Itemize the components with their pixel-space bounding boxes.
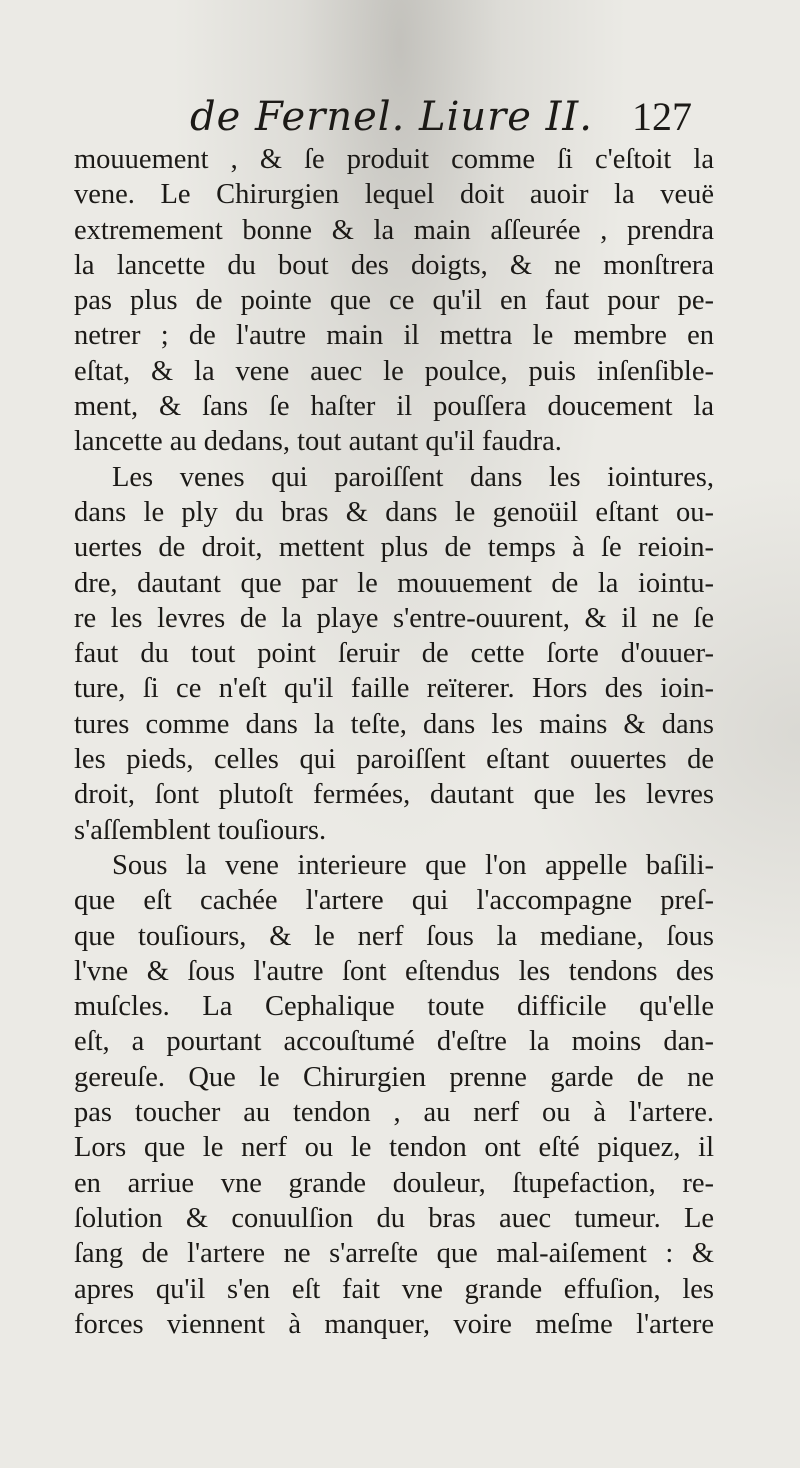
- text-line: lancette au dedans, tout autant qu'il faudra.: [74, 426, 562, 458]
- text-line: eſt, a pourtant accouſtumé d'eſtre la moins dan-: [74, 1026, 714, 1058]
- page-header: [0, 92, 800, 142]
- text-line: faut du tout point ſeruir de cette ſorte d'ouuer-: [74, 638, 714, 670]
- text-line: s'aſſemblent touſiours.: [74, 814, 327, 846]
- paragraph-3: [74, 848, 714, 1342]
- text-line: eſtat, & la vene auec le poulce, puis inſenſible-: [74, 355, 714, 387]
- running-title: de Fernel. Liure II.: [190, 94, 593, 140]
- text-line: pas toucher au tendon , au nerf ou à l'artere.: [74, 1097, 714, 1129]
- text-line: muſcles. La Cephalique toute difficile qu'elle: [74, 991, 714, 1023]
- text-line: apres qu'il s'en eſt fait vne grande effuſion, les: [74, 1273, 714, 1305]
- text-line: dans le ply du bras & dans le genoüil eſtant ou-: [74, 496, 714, 528]
- paragraph-1: [74, 142, 714, 460]
- body-text: [74, 142, 714, 1342]
- text-line: l'vne & ſous l'autre ſont eſtendus les tendons des: [74, 955, 714, 987]
- text-line: que touſiours, & le nerf ſous la mediane, ſous: [74, 920, 714, 952]
- text-line: re les levres de la playe s'entre-ouurent, & il ne ſe: [74, 602, 714, 634]
- text-line: ſang de l'artere ne s'arreſte que mal-aiſement : &: [74, 1238, 714, 1270]
- text-line: forces viennent à manquer, voire meſme l'artere: [74, 1308, 714, 1340]
- text-line: Les venes qui paroiſſent dans les iointures,: [112, 461, 714, 493]
- text-line: ture, ſi ce n'eſt qu'il faille reïterer. Hors des ioin-: [74, 673, 714, 705]
- paragraph-2: [74, 460, 714, 848]
- text-line: que eſt cachée l'artere qui l'accompagne preſ-: [74, 885, 714, 917]
- text-line: mouuement , & ſe produit comme ſi c'eſtoit la: [74, 144, 714, 175]
- text-line: tures comme dans la teſte, dans les mains & dans: [74, 708, 714, 740]
- text-line: les pieds, celles qui paroiſſent eſtant ouuertes de: [74, 744, 714, 776]
- text-line: netrer ; de l'autre main il mettra le membre en: [74, 320, 714, 352]
- text-line: pas plus de pointe que ce qu'il en faut pour pe-: [74, 285, 714, 317]
- text-line: ſolution & conuulſion du bras auec tumeur. Le: [74, 1202, 714, 1234]
- text-line: ment, & ſans ſe haſter il pouſſera doucement la: [74, 391, 714, 423]
- text-line: vene. Le Chirurgien lequel doit auoir la veuë: [74, 179, 714, 211]
- text-line: Lors que le nerf ou le tendon ont eſté piquez, il: [74, 1132, 714, 1164]
- text-line: Sous la vene interieure que l'on appelle baſili-: [112, 849, 714, 881]
- page-number: 127: [632, 94, 692, 139]
- text-line: dre, dautant que par le mouuement de la iointu-: [74, 567, 714, 599]
- text-line: la lancette du bout des doigts, & ne monſtrera: [74, 249, 714, 281]
- text-line: en arriue vne grande douleur, ſtupefaction, re-: [74, 1167, 714, 1199]
- text-line: extremement bonne & la main aſſeurée , prendra: [74, 214, 714, 246]
- text-line: gereuſe. Que le Chirurgien prenne garde de ne: [74, 1061, 714, 1093]
- text-line: droit, ſont plutoſt fermées, dautant que les levres: [74, 779, 714, 811]
- text-line: uertes de droit, mettent plus de temps à ſe reioin-: [74, 532, 714, 564]
